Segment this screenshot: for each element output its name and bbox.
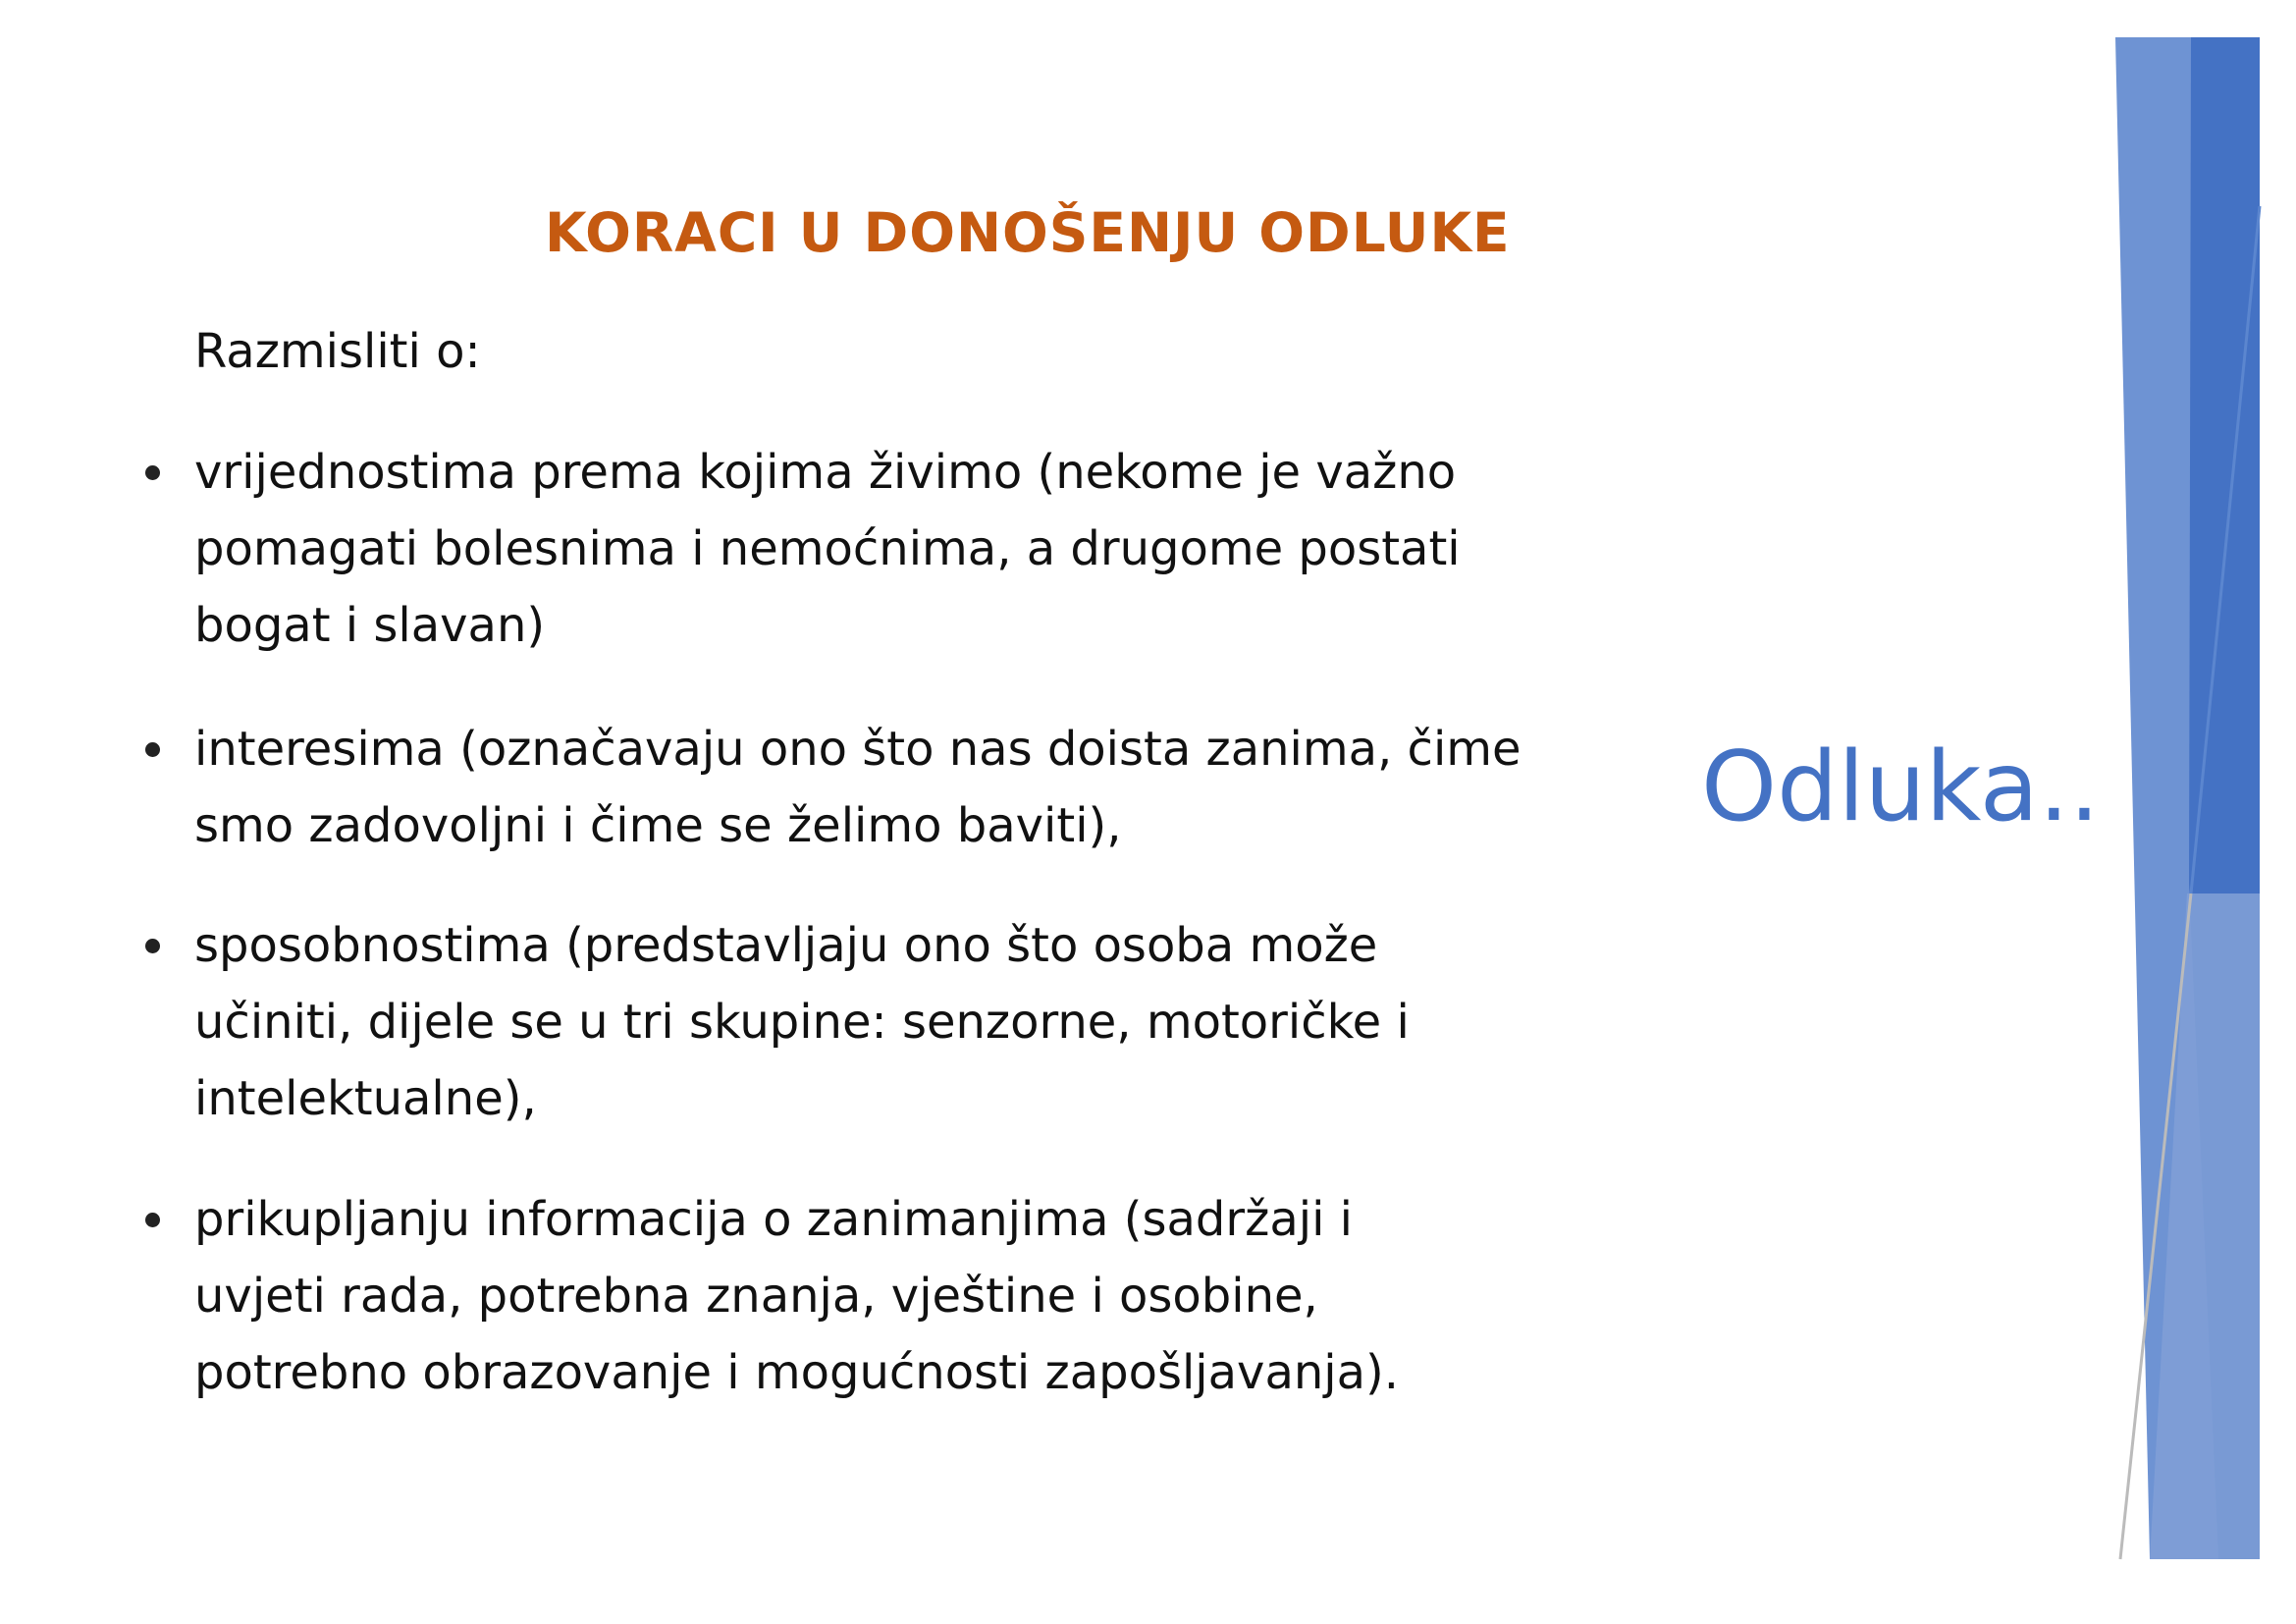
bullet-dot-icon [145, 742, 160, 757]
bullet-item-values [194, 434, 1618, 664]
bullet-dot-icon [145, 939, 160, 953]
bullet-line: učiniti, dijele se u tri skupine: senzorne, motoričke i [194, 995, 1410, 1050]
bullet-item-interests [194, 711, 1618, 864]
bullet-line: prikupljanju informacija o zanimanjima (sadržaji i [194, 1192, 1354, 1247]
slide-title: KORACI U DONOŠENJU ODLUKE [545, 201, 1511, 264]
bullet-line: intelektualne), [194, 1071, 537, 1126]
bullet-line: sposobnostima (predstavljaju ono što osoba može [194, 918, 1378, 973]
bullet-line: vrijednostima prema kojima živimo (nekome je važno [194, 445, 1457, 500]
intro-text: Razmisliti o: [194, 324, 481, 379]
bullet-line: interesima (označavaju ono što nas doista zanima, čime [194, 722, 1522, 777]
bullet-dot-icon [145, 1213, 160, 1227]
bullet-line: bogat i slavan) [194, 598, 546, 653]
bullet-line: pomagati bolesnima i nemoćnima, a drugome postati [194, 521, 1461, 576]
bullet-line: smo zadovoljni i čime se želimo baviti), [194, 798, 1122, 853]
bullet-line: potrebno obrazovanje i mogućnosti zapošljavanja). [194, 1345, 1400, 1400]
bullet-dot-icon [145, 465, 160, 480]
bullet-item-information [194, 1181, 1618, 1411]
side-heading: Odluka.. [1701, 731, 2101, 843]
bullet-line: uvjeti rada, potrebna znanja, vještine i osobine, [194, 1269, 1318, 1324]
bullet-item-abilities [194, 907, 1618, 1137]
